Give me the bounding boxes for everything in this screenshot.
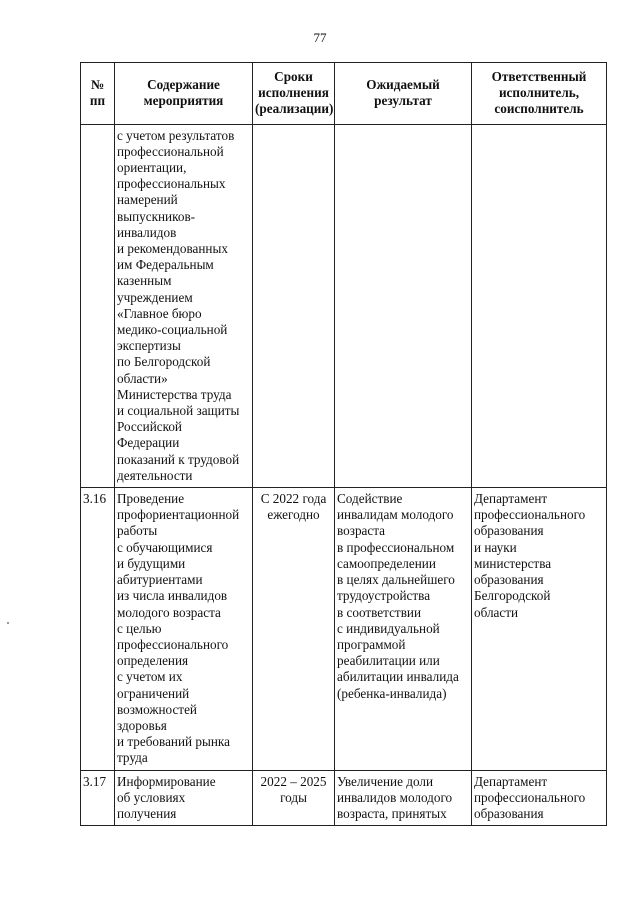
cell-line: Федерации [117,435,180,451]
row-num: 3.16 [81,488,115,770]
cell-line: экспертизы [117,338,181,354]
row-responsible [472,770,607,826]
row-activity [115,770,253,826]
measures-table [80,62,607,826]
header-activity: Содержание мероприятия [115,63,253,125]
table-header-row [81,63,607,125]
cell-line: инвалидам молодого [337,507,454,523]
row-result [335,124,472,487]
cell-line: и требований рынка [117,734,230,750]
cell-line: здоровья [117,717,167,733]
cell-line: в соответствии [337,604,422,620]
header-responsible: Ответственный исполнитель, соисполнитель [472,63,607,125]
cell-line: Департамент [474,491,548,507]
cell-line: казенным [117,273,172,289]
cell-line: ориентации, [117,160,187,176]
row-activity [115,488,253,770]
cell-line: в профессиональном [337,539,455,555]
cell-line: ежегодно [267,507,320,523]
cell-line: из числа инвалидов [117,588,228,604]
cell-line: инвалидов молодого [337,789,453,805]
cell-line: Содействие [337,491,403,507]
row-term [253,770,335,826]
cell-line: им Федеральным [117,257,214,273]
cell-line: и социальной защиты [117,403,240,419]
cell-line: по Белгородской [117,354,211,370]
row-result [335,770,472,826]
cell-line: 2022 – 2025 [260,773,327,789]
row-term [253,124,335,487]
header-num: № пп [81,63,115,125]
cell-line: инвалидов [117,224,177,240]
header-term: Сроки исполнения (реализации) [253,63,335,125]
cell-line: абилитации инвалида [337,669,459,685]
table-row [81,770,607,826]
cell-line: работы [117,523,158,539]
cell-line: области [474,604,519,620]
cell-line: годы [280,789,307,805]
cell-line: показаний к трудовой [117,451,240,467]
cell-line: профессионального [117,636,229,652]
cell-line: профессионального [474,507,586,523]
cell-line: области» [117,370,168,386]
page-number: 77 [313,30,327,45]
row-num [81,124,115,487]
cell-line: абитуриентами [117,572,203,588]
cell-line: профессиональных [117,176,226,192]
cell-line: самоопределении [337,555,436,571]
cell-line: с учетом их [117,669,183,685]
cell-line: Белгородской [474,588,551,604]
cell-line: «Главное бюро [117,305,202,321]
cell-line: реабилитации или [337,653,440,669]
cell-line: Российской [117,419,182,435]
cell-line: возможностей [117,701,197,717]
cell-line: об условиях [117,789,186,805]
cell-line: образования [474,572,544,588]
cell-line: программой [337,636,406,652]
cell-line: труда [117,750,148,766]
row-responsible [472,124,607,487]
cell-line: с целью [117,620,162,636]
cell-line: Департамент [474,773,548,789]
cell-line: медико-социальной [117,322,228,338]
cell-line: с обучающимися [117,539,213,555]
cell-line: молодого возраста [117,604,221,620]
cell-line: деятельности [117,467,193,483]
cell-line: профессиональной [117,143,224,159]
cell-line: определения [117,653,189,669]
row-responsible [472,488,607,770]
row-term [253,488,335,770]
cell-line: в целях дальнейшего [337,572,455,588]
row-result [335,488,472,770]
cell-line: возраста [337,523,386,539]
cell-line: с учетом результатов [117,127,235,143]
cell-line: образования [474,523,544,539]
cell-line: выпускников- [117,208,196,224]
cell-line: образования [474,805,544,821]
header-result: Ожидаемый результат [335,63,472,125]
cell-line: (ребенка-инвалида) [337,685,447,701]
cell-line: Информирование [117,773,216,789]
cell-line: министерства [474,555,552,571]
cell-line: учреждением [117,289,193,305]
table-row [81,124,607,487]
cell-line: С 2022 года [260,491,327,507]
cell-line: и науки [474,539,517,555]
cell-line: с индивидуальной [337,620,440,636]
row-num: 3.17 [81,770,115,826]
cell-line: Министерства труда [117,386,232,402]
cell-line: намерений [117,192,178,208]
cell-line: трудоустройства [337,588,431,604]
cell-line: Увеличение доли [337,773,434,789]
cell-line: и рекомендованных [117,241,228,257]
cell-line: профессионального [474,789,586,805]
table-row [81,488,607,770]
cell-line: Проведение [117,491,185,507]
row-activity [115,124,253,487]
cell-line: профориентационной [117,507,240,523]
cell-line: возраста, принятых [337,805,447,821]
cell-line: получения [117,805,177,821]
cell-line: и будущими [117,555,186,571]
scan-dot [7,622,9,624]
cell-line: ограничений [117,685,190,701]
